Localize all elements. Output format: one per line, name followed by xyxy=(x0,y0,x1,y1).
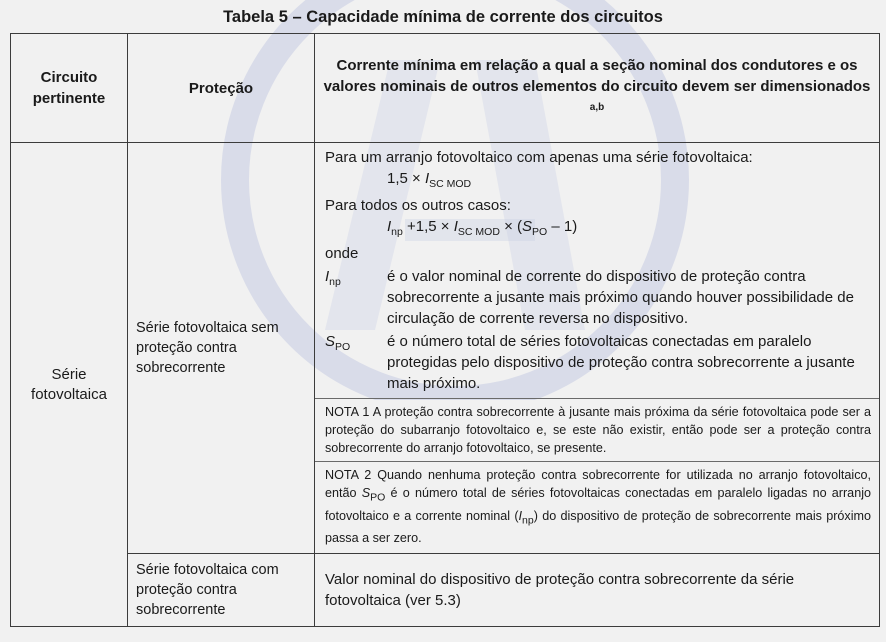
formula-other-cases xyxy=(325,216,871,243)
nota2-part-b: é o número total de séries fotovoltaicas conectadas em paralelo ligadas no arranjo fotovoltaico e a corrente nominal ( xyxy=(325,486,871,523)
nota2-spo-subscript: PO xyxy=(370,491,386,504)
formula2-spo-symbol: S xyxy=(522,218,533,235)
protecao-cell-com: Série fotovoltaica com proteção contra sobrecorrente xyxy=(128,554,315,627)
inp-subscript: np xyxy=(329,276,341,288)
formula2-plus: +1,5 × xyxy=(402,218,454,235)
nota-1: NOTA 1 A proteção contra sobrecorrente à jusante mais próxima da série fotovoltaica pode ser a proteção do subarranjo fotovoltaico e, se este não existir, então pode ser a proteção contra sobrecorrente do arranjo fotovoltaico, se presente. xyxy=(325,405,871,455)
formula1-symbol: I xyxy=(424,170,430,187)
nota2-inp-subscript: np xyxy=(522,514,534,527)
table-title: Tabela 5 – Capacidade mínima de corrente dos circuitos xyxy=(223,8,663,26)
formula2-spo-subscript: PO xyxy=(532,226,548,238)
circuito-cell: Série fotovoltaica xyxy=(11,143,128,627)
header-footnote-marks: a,b xyxy=(589,101,605,113)
formula2-isc-symbol: I xyxy=(453,218,458,235)
header-row xyxy=(11,34,880,143)
nota2-part-a: NOTA 2 Quando nenhuma proteção contra sobrecorrente for utilizada no arranjo fotovoltaico, então xyxy=(325,468,871,500)
header-corrente-text: Corrente mínima em relação a qual a seção nominal dos condutores e os valores nominais de outros elementos do circuito devem ser dimensionados xyxy=(323,56,871,95)
spo-subscript: PO xyxy=(335,341,351,353)
divider xyxy=(315,398,879,399)
definition-spo-symbol xyxy=(325,331,387,394)
inp-symbol: I xyxy=(325,268,330,285)
formula2-isc-subscript: SC MOD xyxy=(457,226,500,238)
formula2-inp-subscript: np xyxy=(391,226,403,238)
divider xyxy=(315,461,879,462)
definition-inp-symbol xyxy=(325,266,387,329)
spo-symbol: S xyxy=(325,333,336,350)
corrente-cell-com: Valor nominal do dispositivo de proteção contra sobrecorrente da série fotovoltaica (ver 5.3) xyxy=(315,554,880,627)
intro-other-cases: Para todos os outros casos: xyxy=(325,197,511,214)
formula1-subscript: SC MOD xyxy=(429,178,472,190)
nota2-part-c: ) do dispositivo de proteção de sobrecorrente mais próximo passa a ser zero. xyxy=(325,508,871,546)
table-row xyxy=(11,143,880,554)
header-corrente xyxy=(315,34,880,143)
nota-2 xyxy=(325,466,871,547)
formula1-coef: 1,5 × xyxy=(387,170,425,187)
nota2-inp-symbol: I xyxy=(518,508,523,523)
formula2-end: – 1) xyxy=(547,218,578,235)
corrente-cell-sem xyxy=(315,143,880,554)
formula-single-series xyxy=(325,168,871,195)
formula2-inp-symbol: I xyxy=(387,218,392,235)
definition-inp xyxy=(325,266,871,329)
definition-spo xyxy=(325,331,871,394)
formula2-times: × ( xyxy=(499,218,522,235)
onde-label: onde xyxy=(325,245,359,262)
header-circuito: Circuito pertinente xyxy=(11,34,128,143)
definition-spo-text: é o número total de séries fotovoltaicas conectadas em paralelo protegidas pelo dispositivo de proteção contra sobrecorrente a jusante mais próximo. xyxy=(387,333,855,392)
table-row xyxy=(11,554,880,627)
definition-inp-text: é o valor nominal de corrente do dispositivo de proteção contra sobrecorrente a jusante mais próximo quando houver possibilidade de circulação de corrente reversa no dispositivo. xyxy=(387,268,854,327)
header-protecao: Proteção xyxy=(128,34,315,143)
nota2-spo-symbol: S xyxy=(361,486,371,500)
intro-single-series: Para um arranjo fotovoltaico com apenas uma série fotovoltaica: xyxy=(325,149,753,166)
protecao-cell-sem: Série fotovoltaica sem proteção contra sobrecorrente xyxy=(128,143,315,554)
capacity-table xyxy=(10,33,880,627)
